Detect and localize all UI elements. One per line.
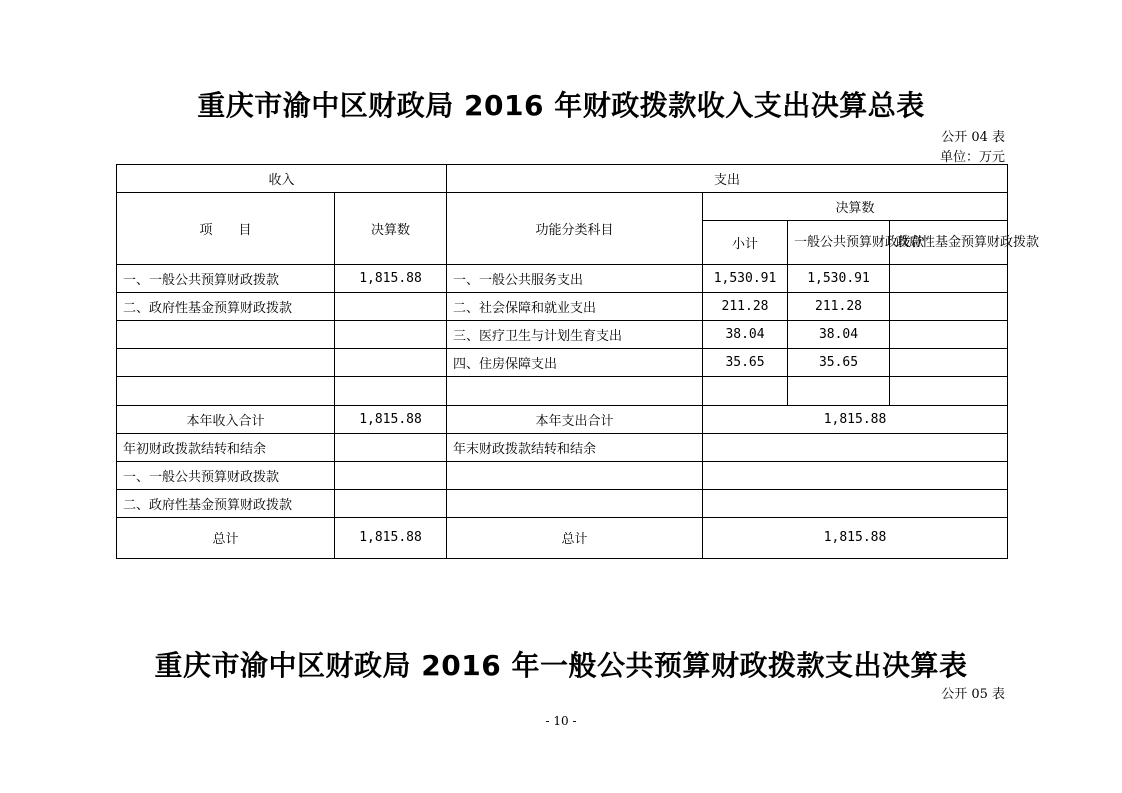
carryover-end-value — [703, 433, 1008, 461]
final-amount-group-header: 决算数 — [703, 193, 1008, 221]
general-value: 211.28 — [788, 293, 890, 321]
subtotal-column-header: 小计 — [703, 221, 788, 265]
function-category-column-header: 功能分类科目 — [447, 193, 703, 265]
unit-label: 单位：万元 — [939, 150, 1005, 165]
table-row — [117, 377, 1008, 405]
annual-total-row — [117, 405, 1008, 433]
fund-value — [890, 377, 1008, 405]
general-value — [788, 377, 890, 405]
table-row — [117, 321, 1008, 349]
carryover-begin-value — [335, 433, 447, 461]
income-amount — [335, 293, 447, 321]
subtotal-value: 211.28 — [703, 293, 788, 321]
table-row — [117, 265, 1008, 293]
income-amount — [335, 321, 447, 349]
general-value: 38.04 — [788, 321, 890, 349]
grand-total-income-label: 总计 — [117, 517, 335, 558]
empty-cell — [447, 489, 703, 517]
carryover-end-label: 年末财政拨款结转和结余 — [447, 433, 703, 461]
carryover-row — [117, 433, 1008, 461]
grand-total-expense-label: 总计 — [447, 517, 703, 558]
page-number: - 10 - — [545, 714, 577, 728]
general-value: 35.65 — [788, 349, 890, 377]
carryover-fund-value — [335, 489, 447, 517]
grand-total-expense-value: 1,815.88 — [703, 517, 1008, 558]
fund-value — [890, 265, 1008, 293]
budget-summary-table — [116, 164, 1040, 559]
subtotal-value: 35.65 — [703, 349, 788, 377]
expense-item: 四、住房保障支出 — [447, 349, 703, 377]
fund-value — [890, 293, 1008, 321]
carryover-fund-row — [117, 489, 1008, 517]
next-table-title: 重庆市渝中区财政局 2016 年一般公共预算财政拨款支出决算表 — [154, 649, 968, 682]
income-item: 一、一般公共预算财政拨款 — [117, 265, 335, 293]
empty-cell — [447, 461, 703, 489]
subtotal-value: 1,530.91 — [703, 265, 788, 293]
income-item — [117, 377, 335, 405]
table-row — [117, 349, 1008, 377]
income-amount — [335, 377, 447, 405]
carryover-general-label: 一、一般公共预算财政拨款 — [117, 461, 335, 489]
table-row — [117, 293, 1008, 321]
expense-item: 三、医疗卫生与计划生育支出 — [447, 321, 703, 349]
amount-column-header: 决算数 — [335, 193, 447, 265]
grand-total-income-value: 1,815.88 — [335, 517, 447, 558]
income-amount: 1,815.88 — [335, 265, 447, 293]
page-title: 重庆市渝中区财政局 2016 年财政拨款收入支出决算总表 — [197, 89, 925, 122]
income-header: 收入 — [117, 165, 447, 193]
expense-item: 二、社会保障和就业支出 — [447, 293, 703, 321]
expense-total-value: 1,815.88 — [703, 405, 1008, 433]
income-total-label: 本年收入合计 — [117, 405, 335, 433]
carryover-general-value — [335, 461, 447, 489]
fund-value — [890, 349, 1008, 377]
income-item — [117, 321, 335, 349]
expense-total-label: 本年支出合计 — [447, 405, 703, 433]
next-form-number: 公开 05 表 — [941, 687, 1005, 702]
fund-value — [890, 321, 1008, 349]
item-column-header: 项 目 — [117, 193, 335, 265]
income-item: 二、政府性基金预算财政拨款 — [117, 293, 335, 321]
empty-cell — [703, 489, 1008, 517]
subtotal-value: 38.04 — [703, 321, 788, 349]
grand-total-row — [117, 517, 1008, 558]
form-number: 公开 04 表 — [941, 130, 1005, 145]
empty-cell — [703, 461, 1008, 489]
fund-budget-column-header: 政府性基金预算财政拨款 — [890, 221, 1008, 265]
expense-header: 支出 — [447, 165, 1008, 193]
income-amount — [335, 349, 447, 377]
income-item — [117, 349, 335, 377]
subtotal-value — [703, 377, 788, 405]
income-total-value: 1,815.88 — [335, 405, 447, 433]
carryover-begin-label: 年初财政拨款结转和结余 — [117, 433, 335, 461]
expense-item — [447, 377, 703, 405]
carryover-general-row — [117, 461, 1008, 489]
carryover-fund-label: 二、政府性基金预算财政拨款 — [117, 489, 335, 517]
general-budget-column-header: 一般公共预算财政拨款 — [788, 221, 890, 265]
expense-item: 一、一般公共服务支出 — [447, 265, 703, 293]
general-value: 1,530.91 — [788, 265, 890, 293]
